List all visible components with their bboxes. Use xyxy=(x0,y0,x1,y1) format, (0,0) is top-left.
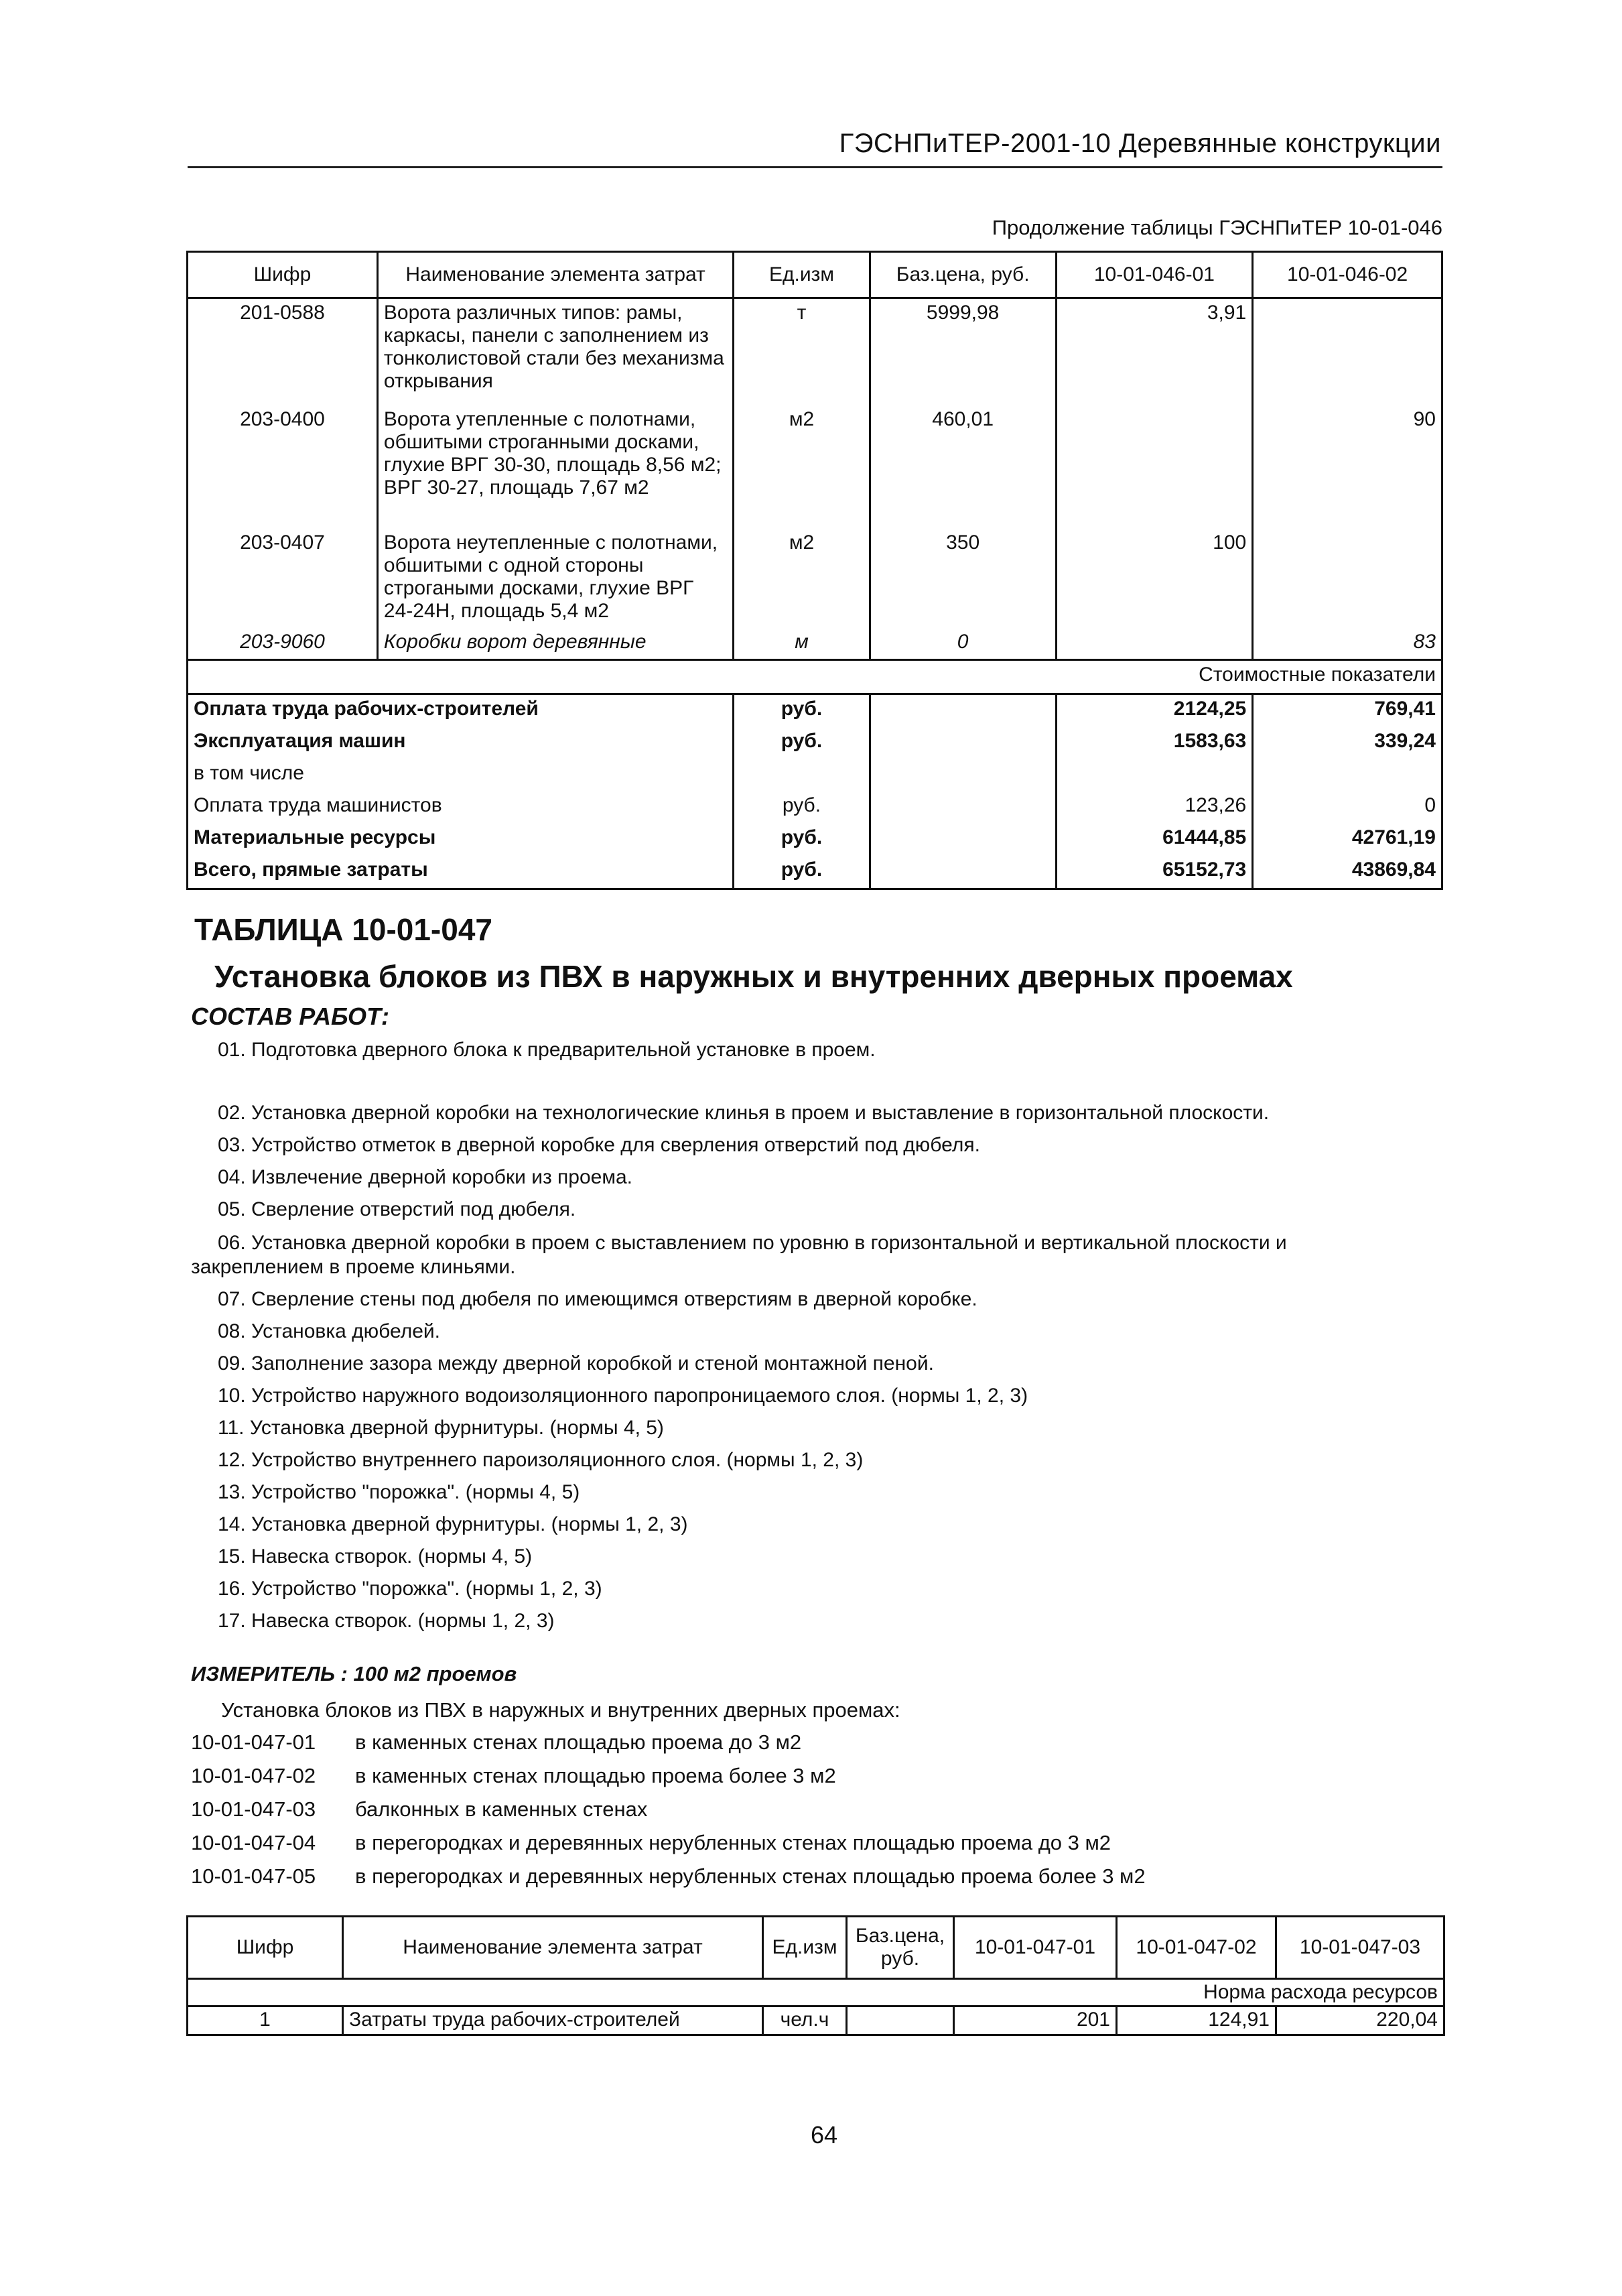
cost-label: Оплата труда машинистов xyxy=(188,791,734,824)
cost-label: Материальные ресурсы xyxy=(188,824,734,856)
code-text: в перегородках и деревянных нерубленных стенах площадью проема до 3 м2 xyxy=(355,1831,1111,1854)
resources-table-046 xyxy=(186,251,1443,890)
col-header-047-03: 10-01-047-03 xyxy=(1276,1917,1444,1979)
table-row xyxy=(188,628,1442,660)
code-text: в каменных стенах площадью проема до 3 м2 xyxy=(355,1730,802,1754)
code-id: 10-01-047-02 xyxy=(191,1764,316,1787)
cost-label: в том числе xyxy=(188,759,734,791)
norm-header: Норма расхода ресурсов xyxy=(188,1979,1444,2006)
row-unit: т xyxy=(734,298,870,405)
col-header-046-02: 10-01-046-02 xyxy=(1253,252,1442,298)
cost-label: Оплата труда рабочих-строителей xyxy=(188,694,734,728)
cost-row xyxy=(188,824,1442,856)
resources-table-047 xyxy=(186,1915,1445,2036)
work-item: 01. Подготовка дверного блока к предварительной установке в проем. xyxy=(218,1039,876,1061)
works-title: СОСТАВ РАБОТ: xyxy=(191,1003,389,1030)
cost-row xyxy=(188,856,1442,889)
cost-value-2: 43869,84 xyxy=(1253,856,1442,889)
code-text: в перегородках и деревянных нерубленных стенах площадью проема более 3 м2 xyxy=(355,1864,1146,1888)
code-item xyxy=(191,1864,1146,1889)
cost-price-empty xyxy=(870,824,1056,856)
cost-row xyxy=(188,727,1442,759)
row-value-1: 201 xyxy=(954,2006,1117,2035)
work-item: 03. Устройство отметок в дверной коробке для сверления отверстий под дюбеля. xyxy=(218,1134,980,1156)
code-id: 10-01-047-05 xyxy=(191,1864,316,1888)
row-code: 1 xyxy=(188,2006,343,2035)
row-name: Ворота различных типов: рамы, каркасы, панели с заполнением из тонколистовой стали без механизма открывания xyxy=(377,298,733,405)
row-unit: м xyxy=(734,628,870,660)
cost-value-2: 769,41 xyxy=(1253,694,1442,728)
cost-value-2: 42761,19 xyxy=(1253,824,1442,856)
cost-unit: руб. xyxy=(734,856,870,889)
row-name: Ворота неутепленные с полотнами, обшитыми с одной стороны строгаными досками, глухие ВРГ 24-24Н, площадь 5,4 м2 xyxy=(377,529,733,628)
table-header-row xyxy=(188,1917,1444,1979)
cost-unit: руб. xyxy=(734,727,870,759)
row-value-3: 220,04 xyxy=(1276,2006,1444,2035)
code-item xyxy=(191,1797,647,1822)
work-item: 11. Установка дверной фурнитуры. (нормы 4, 5) xyxy=(218,1417,664,1439)
col-header-unit: Ед.изм xyxy=(734,252,870,298)
work-item: 08. Установка дюбелей. xyxy=(218,1320,440,1342)
row-code: 201-0588 xyxy=(188,298,378,405)
table-header-row xyxy=(188,252,1442,298)
cost-price-empty xyxy=(870,856,1056,889)
table-row xyxy=(188,405,1442,529)
cost-value-2 xyxy=(1253,759,1442,791)
code-item xyxy=(191,1764,836,1788)
page-number: 64 xyxy=(811,2121,838,2149)
col-header-unit: Ед.изм xyxy=(763,1917,847,1979)
row-code: 203-0400 xyxy=(188,405,378,529)
norm-header-row xyxy=(188,1979,1444,2006)
cost-row xyxy=(188,694,1442,728)
measure-unit: ИЗМЕРИТЕЛЬ : 100 м2 проемов xyxy=(191,1662,517,1685)
row-code: 203-9060 xyxy=(188,628,378,660)
col-header-047-02: 10-01-047-02 xyxy=(1117,1917,1276,1979)
work-item: 07. Сверление стены под дюбеля по имеющимся отверстиям в дверной коробке. xyxy=(218,1288,977,1310)
row-price: 350 xyxy=(870,529,1056,628)
table-row xyxy=(188,2006,1444,2035)
work-item: 13. Устройство "порожка". (нормы 4, 5) xyxy=(218,1481,580,1503)
row-code: 203-0407 xyxy=(188,529,378,628)
row-unit: м2 xyxy=(734,405,870,529)
cost-unit: руб. xyxy=(734,824,870,856)
row-price: 460,01 xyxy=(870,405,1056,529)
col-header-price: Баз.цена, руб. xyxy=(847,1917,954,1979)
cost-label: Эксплуатация машин xyxy=(188,727,734,759)
work-item: 10. Устройство наружного водоизоляционного паропроницаемого слоя. (нормы 1, 2, 3) xyxy=(218,1385,1028,1407)
col-header-name: Наименование элемента затрат xyxy=(343,1917,763,1979)
work-item: 16. Устройство "порожка". (нормы 1, 2, 3) xyxy=(218,1578,602,1600)
row-value-1 xyxy=(1056,405,1253,529)
row-value-2 xyxy=(1253,298,1442,405)
work-item: 05. Сверление отверстий под дюбеля. xyxy=(218,1198,576,1220)
work-item: 12. Устройство внутреннего пароизоляционного слоя. (нормы 1, 2, 3) xyxy=(218,1449,864,1471)
section-heading: Установка блоков из ПВХ в наружных и внутренних дверных проемах xyxy=(214,959,1293,994)
row-unit: чел.ч xyxy=(763,2006,847,2035)
code-id: 10-01-047-01 xyxy=(191,1730,316,1754)
cost-unit: руб. xyxy=(734,791,870,824)
code-text: в каменных стенах площадью проема более 3 м2 xyxy=(355,1764,836,1787)
cost-price-empty xyxy=(870,694,1056,728)
cost-value-1: 123,26 xyxy=(1056,791,1253,824)
cost-value-1: 61444,85 xyxy=(1056,824,1253,856)
cost-price-empty xyxy=(870,759,1056,791)
cost-value-1: 2124,25 xyxy=(1056,694,1253,728)
work-item: 06. Установка дверной коробки в проем с выставлением по уровню в горизонтальной и вертикальной плоскости и xyxy=(218,1232,1287,1254)
col-header-046-01: 10-01-046-01 xyxy=(1056,252,1253,298)
row-value-2 xyxy=(1253,529,1442,628)
table-title: ТАБЛИЦА 10-01-047 xyxy=(194,912,492,947)
code-id: 10-01-047-04 xyxy=(191,1831,316,1854)
row-unit: м2 xyxy=(734,529,870,628)
work-item: 04. Извлечение дверной коробки из проема. xyxy=(218,1166,632,1188)
codes-intro: Установка блоков из ПВХ в наружных и внутренних дверных проемах: xyxy=(221,1698,900,1722)
work-item: 09. Заполнение зазора между дверной коробкой и стеной монтажной пеной. xyxy=(218,1352,934,1375)
row-price: 5999,98 xyxy=(870,298,1056,405)
row-value-1: 100 xyxy=(1056,529,1253,628)
work-item: 15. Навеска створок. (нормы 4, 5) xyxy=(218,1545,533,1568)
row-value-1: 3,91 xyxy=(1056,298,1253,405)
cost-row xyxy=(188,759,1442,791)
cost-price-empty xyxy=(870,727,1056,759)
cost-value-2: 339,24 xyxy=(1253,727,1442,759)
cost-row xyxy=(188,791,1442,824)
work-item: 02. Установка дверной коробки на технологические клинья в проем и выставление в горизонтальной плоскости. xyxy=(218,1102,1270,1124)
cost-unit xyxy=(734,759,870,791)
cost-value-2: 0 xyxy=(1253,791,1442,824)
cost-price-empty xyxy=(870,791,1056,824)
col-header-price: Баз.цена, руб. xyxy=(870,252,1056,298)
row-value-2: 90 xyxy=(1253,405,1442,529)
work-item-continuation: закреплением в проеме клиньями. xyxy=(191,1256,516,1278)
row-name: Ворота утепленные с полотнами, обшитыми строганными досками, глухие ВРГ 30-30, площадь 8,56 м2; ВРГ 30-27, площадь 7,67 м2 xyxy=(377,405,733,529)
row-price xyxy=(847,2006,954,2035)
code-item xyxy=(191,1831,1111,1855)
running-header: ГЭСНПиТЕР-2001-10 Деревянные конструкции xyxy=(839,129,1441,158)
row-name: Коробки ворот деревянные xyxy=(377,628,733,660)
col-header-code: Шифр xyxy=(188,252,378,298)
col-header-name: Наименование элемента затрат xyxy=(377,252,733,298)
table-row xyxy=(188,529,1442,628)
cost-unit: руб. xyxy=(734,694,870,728)
code-text: балконных в каменных стенах xyxy=(355,1797,648,1821)
cost-value-1 xyxy=(1056,759,1253,791)
cost-header: Стоимостные показатели xyxy=(188,660,1442,694)
row-value-2: 124,91 xyxy=(1117,2006,1276,2035)
table-row xyxy=(188,298,1442,405)
code-item xyxy=(191,1730,801,1755)
row-value-1 xyxy=(1056,628,1253,660)
work-item: 17. Навеска створок. (нормы 1, 2, 3) xyxy=(218,1610,555,1632)
header-rule xyxy=(188,166,1442,168)
cost-value-1: 65152,73 xyxy=(1056,856,1253,889)
code-id: 10-01-047-03 xyxy=(191,1797,316,1821)
cost-label: Всего, прямые затраты xyxy=(188,856,734,889)
col-header-047-01: 10-01-047-01 xyxy=(954,1917,1117,1979)
cost-value-1: 1583,63 xyxy=(1056,727,1253,759)
row-price: 0 xyxy=(870,628,1056,660)
table-continuation-note: Продолжение таблицы ГЭСНПиТЕР 10-01-046 xyxy=(992,216,1442,239)
cost-header-row xyxy=(188,660,1442,694)
work-item: 14. Установка дверной фурнитуры. (нормы 1, 2, 3) xyxy=(218,1513,688,1535)
row-value-2: 83 xyxy=(1253,628,1442,660)
row-name: Затраты труда рабочих-строителей xyxy=(343,2006,763,2035)
col-header-code: Шифр xyxy=(188,1917,343,1979)
